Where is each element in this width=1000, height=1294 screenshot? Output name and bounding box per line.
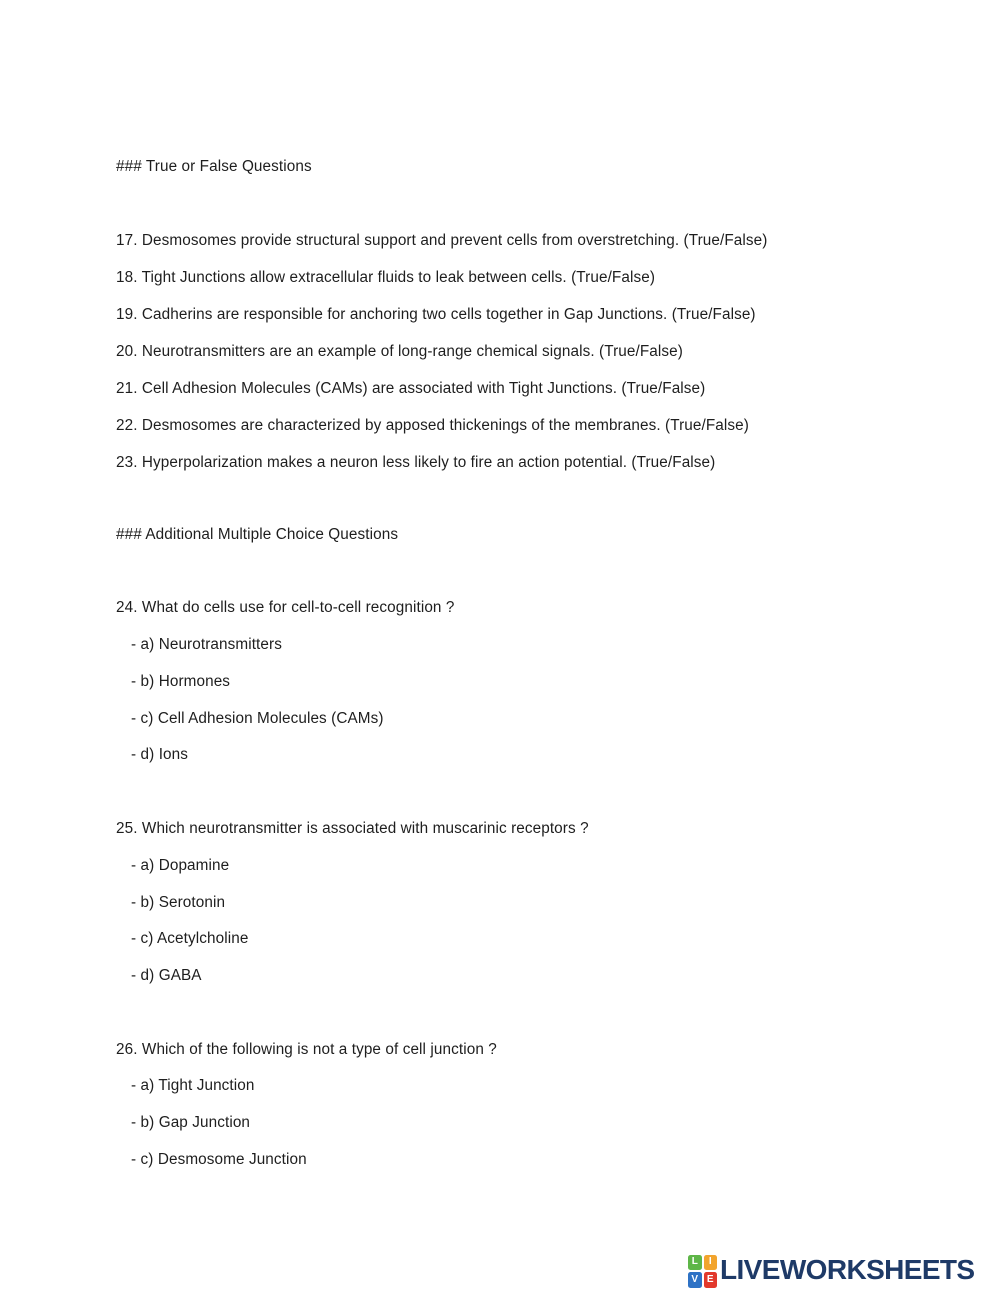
liveworksheets-wordmark: LIVEWORKSHEETS	[720, 1254, 975, 1285]
question-18: 18. Tight Junctions allow extracellular fluids to leak between cells. (True/False)	[116, 269, 656, 286]
logo-tile-e: E	[704, 1272, 718, 1288]
question-25: 25. Which neurotransmitter is associated with muscarinic receptors ?	[116, 820, 589, 837]
question-23: 23. Hyperpolarization makes a neuron less likely to fire an action potential. (True/False)	[116, 454, 716, 471]
question-20: 20. Neurotransmitters are an example of long-range chemical signals. (True/False)	[116, 343, 683, 360]
question-25-option-a: - a) Dopamine	[131, 857, 230, 874]
question-21: 21. Cell Adhesion Molecules (CAMs) are associated with Tight Junctions. (True/False)	[116, 380, 706, 397]
question-25-option-b: - b) Serotonin	[131, 894, 226, 911]
section-heading-true-false: ### True or False Questions	[116, 158, 312, 175]
liveworksheets-tiles-icon	[688, 1255, 717, 1288]
question-25-option-d: - d) GABA	[131, 967, 202, 984]
question-26-option-c: - c) Desmosome Junction	[131, 1151, 307, 1168]
section-heading-multiple-choice: ### Additional Multiple Choice Questions	[116, 526, 399, 543]
question-24-option-b: - b) Hormones	[131, 673, 231, 690]
question-19: 19. Cadherins are responsible for anchoring two cells together in Gap Junctions. (True/False)	[116, 306, 756, 323]
question-17: 17. Desmosomes provide structural support and prevent cells from overstretching. (True/False)	[116, 232, 768, 249]
question-24-option-a: - a) Neurotransmitters	[131, 636, 282, 653]
logo-tile-l: L	[688, 1255, 702, 1271]
liveworksheets-logo[interactable]	[688, 1252, 975, 1288]
question-24: 24. What do cells use for cell-to-cell recognition ?	[116, 599, 455, 616]
question-25-option-c: - c) Acetylcholine	[131, 930, 249, 947]
question-24-option-c: - c) Cell Adhesion Molecules (CAMs)	[131, 710, 384, 727]
question-22: 22. Desmosomes are characterized by apposed thickenings of the membranes. (True/False)	[116, 417, 749, 434]
question-26-option-b: - b) Gap Junction	[131, 1114, 251, 1131]
question-26-option-a: - a) Tight Junction	[131, 1077, 255, 1094]
question-26: 26. Which of the following is not a type of cell junction ?	[116, 1041, 497, 1058]
question-24-option-d: - d) Ions	[131, 746, 189, 763]
logo-tile-i: I	[704, 1255, 718, 1271]
logo-tile-v: V	[688, 1272, 702, 1288]
